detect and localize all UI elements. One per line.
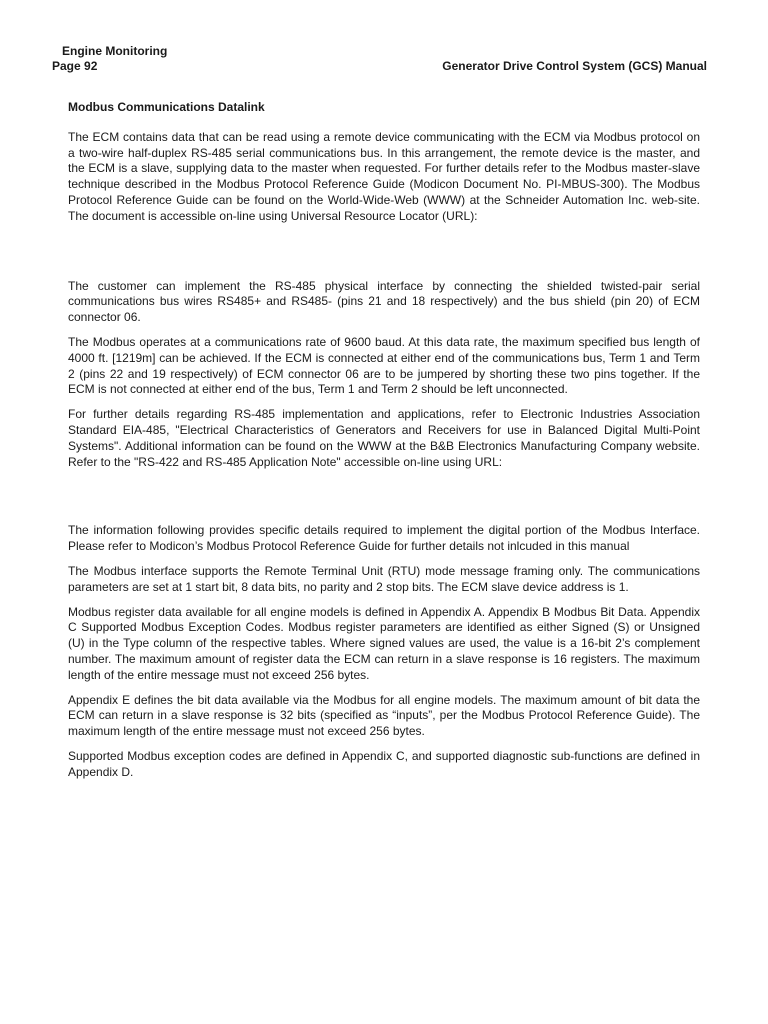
paragraph-digital-portion: The information following provides specific details required to implement the digital portion of the Modbus Interface. Please refer to Modicon’s Modbus Protocol Reference Guide for further details not inlcuded in this manual [68,523,700,554]
paragraph-rs485-interface: The customer can implement the RS-485 physical interface by connecting the shielded twisted-pair serial communications bus wires RS485+ and RS485- (pins 21 and 18 respectively) and the bus shield (pin 20) of ECM connector 06. [68,278,700,325]
paragraph-ecm-overview: The ECM contains data that can be read using a remote device communicating with the ECM via Modbus protocol on a two-wire half-duplex RS-485 serial communications bus. In this arrangement, the remote device is the master, and the ECM is a slave, supplying data to the master when requested. For further details refer to the Modbus master-slave technique described in the Modbus Protocol Reference Guide (Modicon Document No. PI-MBUS-300). The Modbus Protocol Reference Guide can be found on the World-Wide-Web (WWW) at the Schneider Automation Inc. web-site. The document is accessible on-line using Universal Resource Locator (URL): [68,129,700,223]
paragraph-exception-codes: Supported Modbus exception codes are defined in Appendix C, and supported diagnostic sub-functions are defined in Appendix D. [68,748,700,779]
header-section: Engine Monitoring [62,44,168,58]
paragraph-bit-data: Appendix E defines the bit data available via the Modbus for all engine models. The maximum amount of bit data the ECM can return in a slave response is 32 bits (specified as “inputs”, per the Modbus Protocol Reference Guide). The maximum length of the entire message must not exceed 256 bytes. [68,692,700,739]
paragraph-register-data: Modbus register data available for all engine models is defined in Appendix A. Appendix B Modbus Bit Data. Appendix C Supported Modbus Exception Codes. Modbus register parameters are identified as either Signed (S) or Unsigned (U) in the Type column of the respective tables. Where signed values are used, the value is a 16-bit 2’s complement number. The maximum amount of register data the ECM can return in a slave response is 16 registers. The maximum length of the entire message must not exceed 256 bytes. [68,604,700,682]
paragraph-rtu-mode: The Modbus interface supports the Remote Terminal Unit (RTU) mode message framing only. The communications parameters are set at 1 start bit, 8 data bits, no parity and 2 stop bits. The ECM slave device address is 1. [68,563,700,594]
header-page-number: Page 92 [52,59,98,73]
header-manual-title: Generator Drive Control System (GCS) Manual [442,59,707,73]
page-header-left [52,44,167,74]
url-blank-space [68,234,700,279]
document-body [68,100,700,790]
paragraph-rs485-details: For further details regarding RS-485 implementation and applications, refer to Electronic Industries Association Standard EIA-485, "Electrical Characteristics of Generators and Receivers for use in Balanced Digital Multi-Point Systems". Additional information can be found on the WWW at the B&B Electronics Manufacturing Company website. Refer to the "RS-422 and RS-485 Application Note" accessible on-line using URL: [68,407,700,469]
section-title: Modbus Communications Datalink [68,100,265,114]
paragraph-baud-rate: The Modbus operates at a communications rate of 9600 baud. At this data rate, the maximum specified bus length of 4000 ft. [1219m] can be achieved. If the ECM is connected at either end of the communications bus, Term 1 and Term 2 (pins 22 and 19 respectively) of ECM connector 06 are to be jumpered by shorting these two pins together. If the ECM is not connected at either end of the bus, Term 1 and Term 2 should be left unconnected. [68,334,700,397]
url-blank-space [68,479,700,523]
